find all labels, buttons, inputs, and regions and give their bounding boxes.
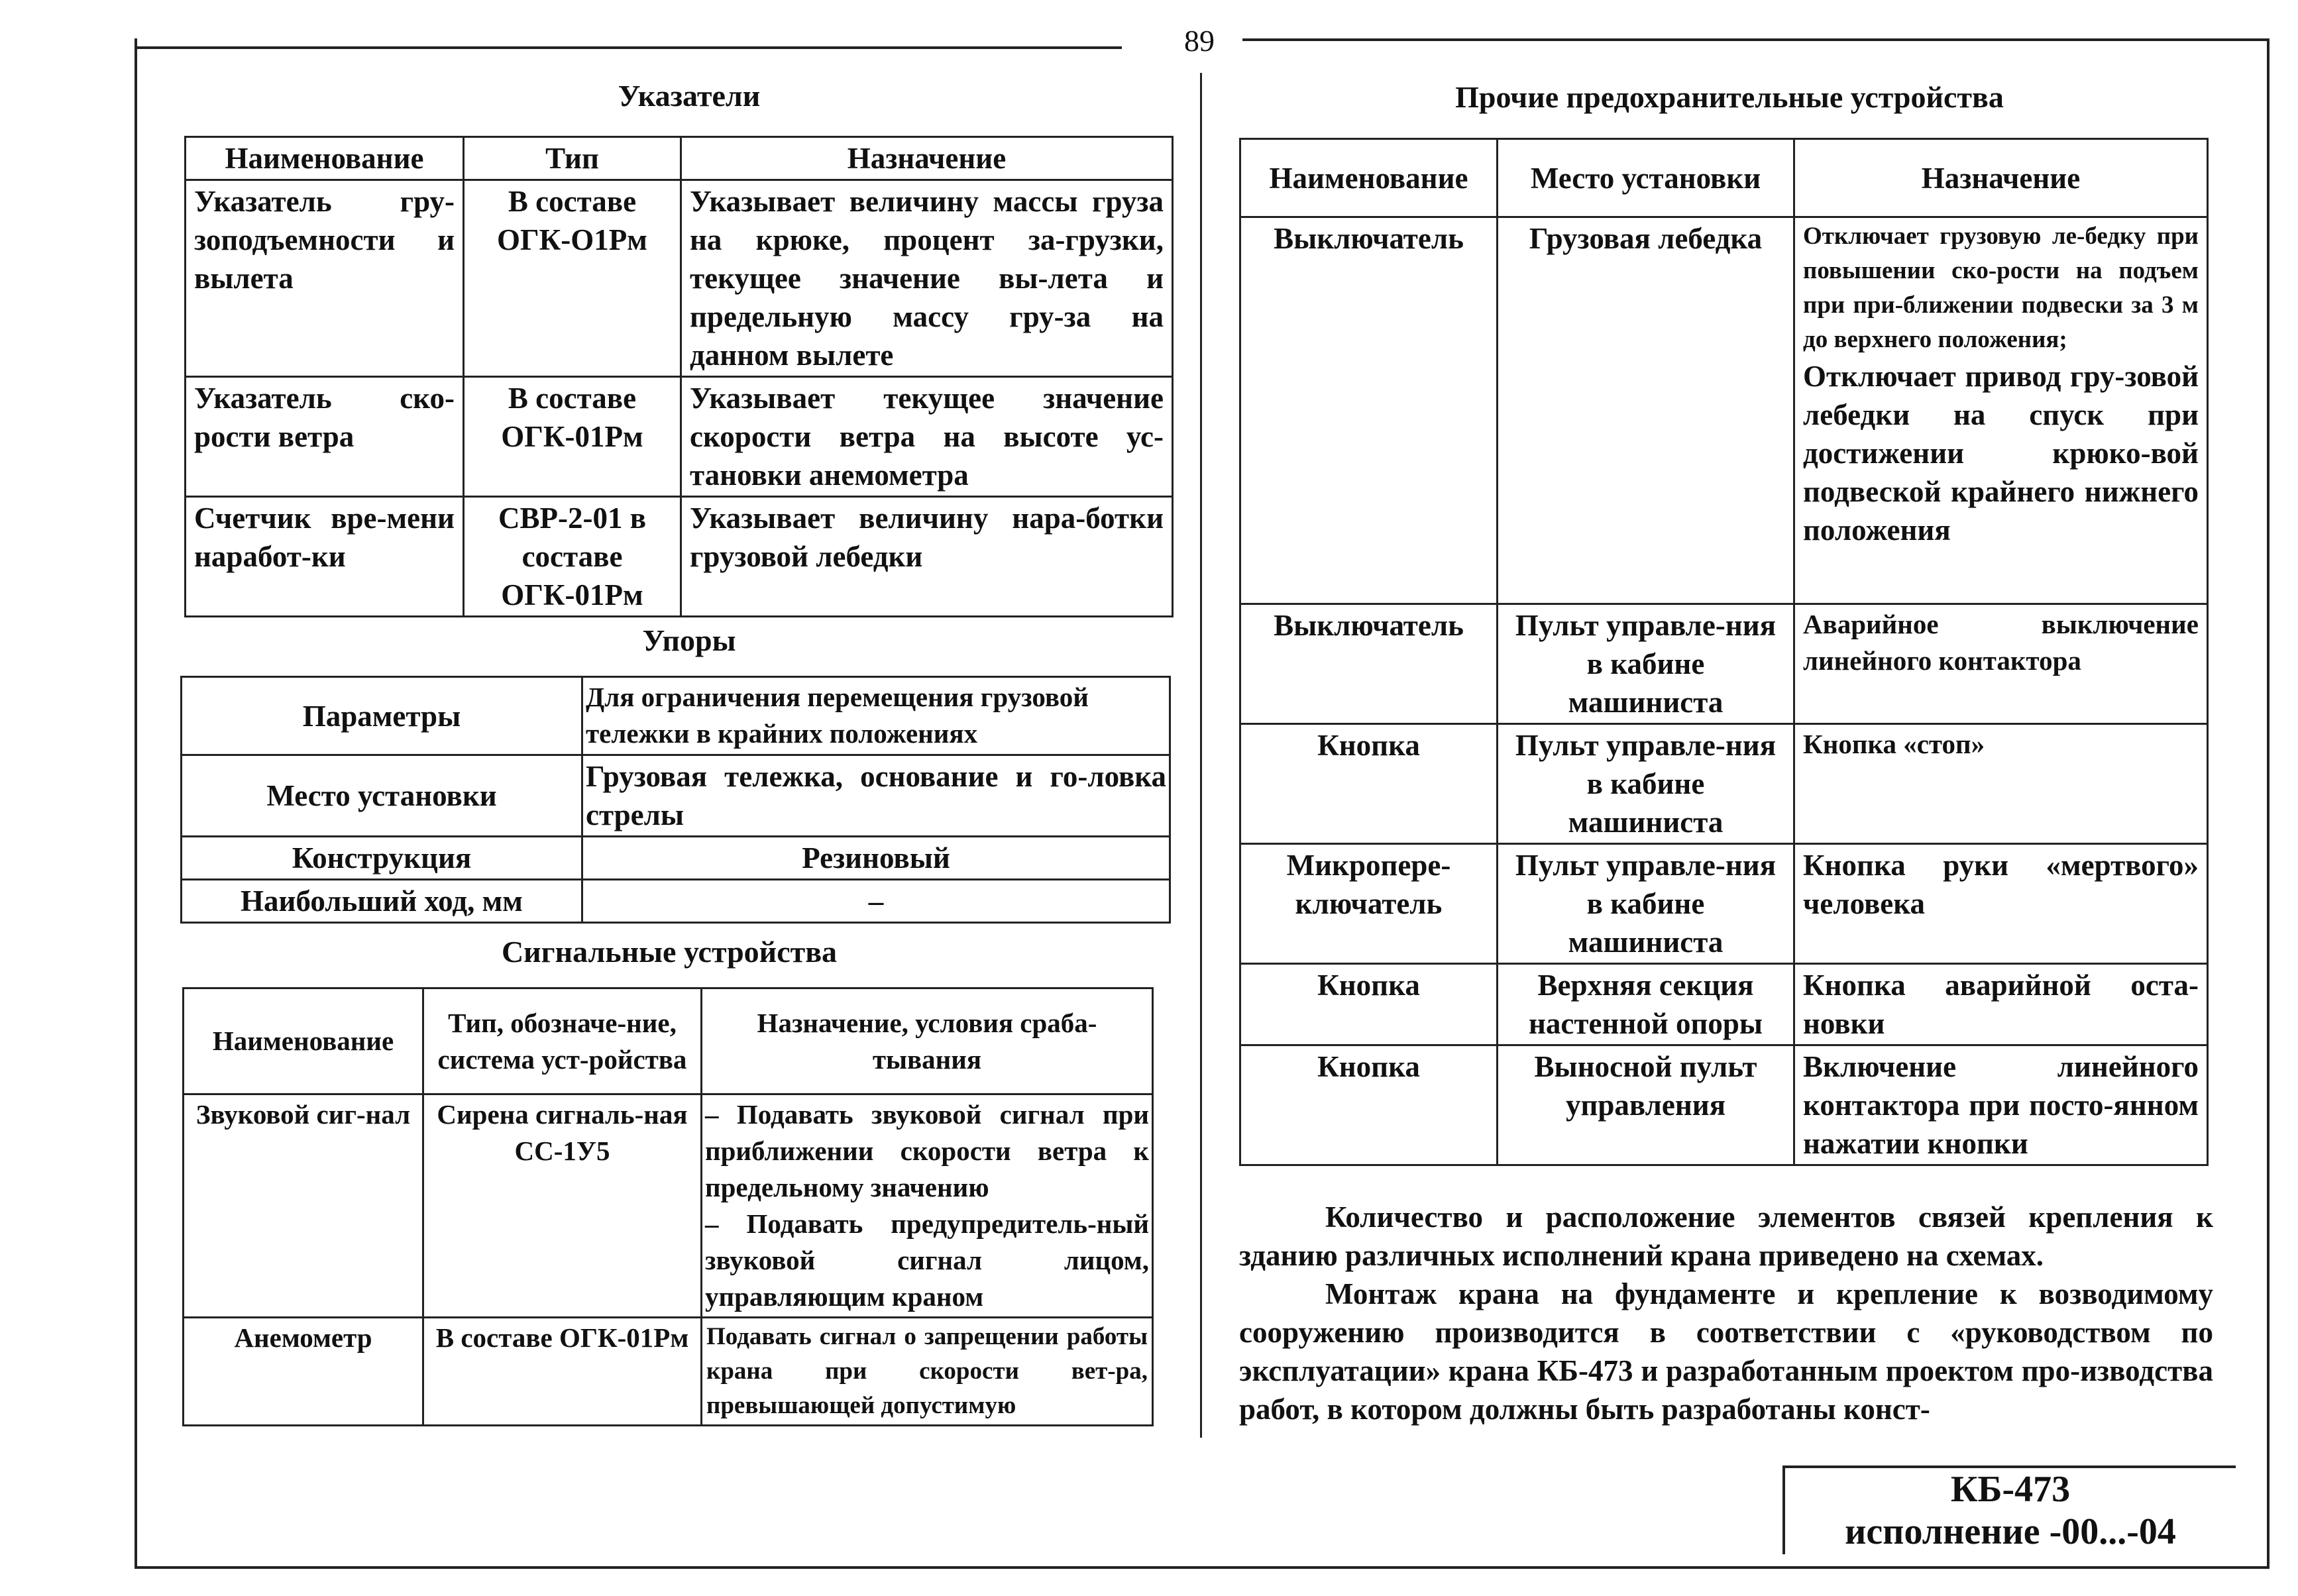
safety-place: Верхняя секция настенной опоры [1498,964,1794,1045]
stops-value: Для ограничения перемещения грузовой тележки в крайних положениях [582,677,1170,755]
stops-value: Грузовая тележка, основание и го-ловка стрелы [582,755,1170,837]
title-block-stamp [1782,1465,2236,1554]
safety-purpose: Кнопка руки «мертвого» человека [1794,844,2208,964]
safety-place: Грузовая лебедка [1498,217,1794,604]
indicator-name: Указатель ско-рости ветра [186,377,464,497]
signal-name: Анемометр [184,1318,423,1426]
paragraph-schemes: Количество и расположение элементов связей крепления к зданию различных исполнений крана приведено на схемах. [1239,1200,2213,1272]
safety-place: Пульт управле-ния в кабине машиниста [1498,604,1794,724]
signals-title: Сигнальные устройства [501,935,838,969]
signal-type: В составе ОГК-01Рм [423,1318,702,1426]
signal-name: Звуковой сиг-нал [184,1094,423,1318]
stamp-version: исполнение -00...-04 [1845,1511,2176,1552]
indicators-header-name: Наименование [186,137,464,180]
indicator-type: В составе ОГК-01Рм [464,377,681,497]
stops-title: Упоры [642,623,736,657]
frame-top-line-left [135,46,1122,49]
safety-title: Прочие предохранительные устройства [1455,80,2004,114]
safety-name: Выключатель [1240,604,1498,724]
stops-label: Конструкция [182,837,582,880]
table-row [1240,724,2208,844]
indicator-purpose: Указывает величину нара-ботки грузовой лебедки [681,497,1173,617]
indicator-name: Указатель гру-зоподъемности и вылета [186,180,464,377]
table-row [186,497,1173,617]
table-row [1240,844,2208,964]
signals-header-type: Тип, обозначе-ние, система уст-ройства [423,988,702,1094]
indicators-header-type: Тип [464,137,681,180]
safety-purpose: Включение линейного контактора при посто-янном нажатии кнопки [1794,1045,2208,1165]
indicator-type: В составе ОГК-О1Рм [464,180,681,377]
table-row [182,880,1170,923]
signals-header-purpose: Назначение, условия сраба-тывания [702,988,1153,1094]
indicators-title: Указатели [618,79,761,113]
stops-label: Параметры [182,677,582,755]
signal-purpose [702,1094,1153,1318]
indicator-type: СВР-2-01 в составе ОГК-01Рм [464,497,681,617]
table-row [1240,964,2208,1045]
safety-purpose: Кнопка «стоп» [1794,724,2208,844]
signals-header-name: Наименование [184,988,423,1094]
safety-purpose-line-2: Отключает привод гру-зовой лебедки на спуск при достижении крюко-вой подвеской крайнего нижнего положения [1803,360,2199,547]
table-row [186,377,1173,497]
safety-purpose: Кнопка аварийной оста-новки [1794,964,2208,1045]
page-number: 89 [1184,24,1215,58]
indicators-header-purpose: Назначение [681,137,1173,180]
table-row [182,677,1170,755]
safety-table [1239,138,2209,1166]
stamp-model: КБ-473 [1950,1469,2071,1510]
signals-table [182,987,1154,1426]
indicators-table [184,136,1174,617]
stops-value: Резиновый [582,837,1170,880]
signal-type: Сирена сигналь-ная СС-1У5 [423,1094,702,1318]
column-divider [1200,73,1202,1438]
table-row [1240,1045,2208,1165]
signal-purpose-line-2: – Подавать предупредитель-ный звуковой сигнал лицом, управляющим краном [705,1208,1149,1312]
safety-purpose-line-1: Отключает грузовую ле-бедку при повышении ско-рости на подъем при при-ближении подвески за 3 м до верхнего положения; [1803,223,2199,353]
table-row [184,1094,1153,1318]
safety-name: Кнопка [1240,724,1498,844]
safety-name: Кнопка [1240,1045,1498,1165]
stops-label: Наибольший ход, мм [182,880,582,923]
signal-purpose-line-1: – Подавать звуковой сигнал при приближении скорости ветра к предельному значению [705,1099,1149,1202]
table-row [186,180,1173,377]
table-row [1240,217,2208,604]
paragraph-installation: Монтаж крана на фундаменте и крепление к возводимому сооружению производится в соответствии с «руководством по эксплуатации» крана КБ-473 и разработанным проектом про-изводства работ, в котором должны быть разработаны конст- [1239,1277,2213,1426]
stops-value: – [582,880,1170,923]
safety-name: Выключатель [1240,217,1498,604]
table-row [1240,604,2208,724]
table-row [182,755,1170,837]
stops-label: Место установки [182,755,582,837]
frame-top-line-right [1242,38,2270,41]
safety-place: Выносной пульт управления [1498,1045,1794,1165]
safety-purpose [1794,217,2208,604]
safety-header-purpose: Назначение [1794,139,2208,217]
table-row [184,1318,1153,1426]
safety-place: Пульт управле-ния в кабине машиниста [1498,724,1794,844]
indicator-purpose: Указывает текущее значение скорости ветра на высоте ус-тановки анемометра [681,377,1173,497]
stops-table [180,676,1171,924]
table-row [182,837,1170,880]
safety-header-place: Место установки [1498,139,1794,217]
safety-name: Микропере-ключатель [1240,844,1498,964]
safety-name: Кнопка [1240,964,1498,1045]
safety-header-name: Наименование [1240,139,1498,217]
signal-purpose: Подавать сигнал о запрещении работы крана при скорости вет-ра, превышающей допустимую [702,1318,1153,1426]
indicator-name: Счетчик вре-мени наработ-ки [186,497,464,617]
safety-purpose: Аварийное выключение линейного контактора [1794,604,2208,724]
indicator-purpose: Указывает величину массы груза на крюке, процент за-грузки, текущее значение вы-лета и предельную массу гру-за на данном вылете [681,180,1173,377]
safety-place: Пульт управле-ния в кабине машиниста [1498,844,1794,964]
